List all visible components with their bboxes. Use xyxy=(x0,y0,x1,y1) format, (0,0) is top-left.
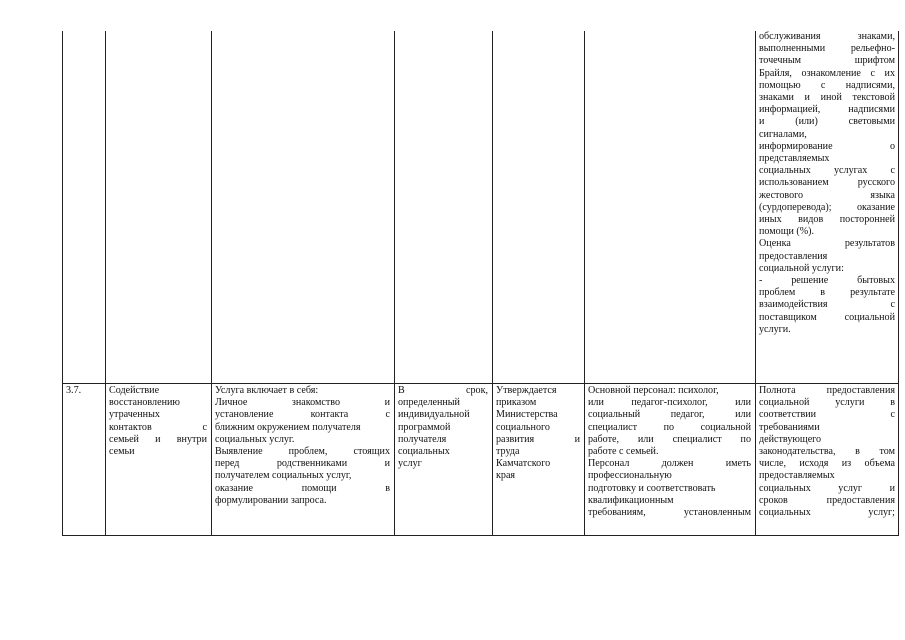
text-line: действующего xyxy=(759,433,822,445)
text-line: квалификационным xyxy=(588,494,674,506)
text-line: определенный xyxy=(398,397,460,409)
text-line: социальных xyxy=(398,446,450,458)
text-line: (сурдоперевода); оказание xyxy=(759,201,895,213)
text-line: жестового языка xyxy=(759,189,895,201)
text-line: помощью с надписями, xyxy=(759,79,895,91)
text-line: социальных услуг и xyxy=(759,482,895,494)
text-line: взаимодействия с xyxy=(759,299,895,311)
text-line: социальный педагог, или xyxy=(588,409,751,421)
text-line: восстановлению xyxy=(109,397,180,409)
text-line: числе, исходя из объема xyxy=(759,458,895,470)
text-line: информирование о xyxy=(759,140,895,152)
text-line: развития и xyxy=(496,433,580,445)
text-line: использованием русского xyxy=(759,177,895,189)
text-line: Министерства xyxy=(496,409,558,421)
text-line: социальной услуги в xyxy=(759,397,895,409)
column-divider xyxy=(584,31,585,383)
text-line: перед родственниками и xyxy=(215,458,390,470)
text-line: Оценка результатов xyxy=(759,238,895,250)
text-line: Содействие xyxy=(109,385,160,396)
text-line: проблем в результате xyxy=(759,287,895,299)
text-line: информацией, надписями xyxy=(759,104,895,116)
text-line: получателем социальных услуг, xyxy=(215,470,352,482)
service-name-cell xyxy=(105,383,211,535)
text-line: социальных услуг. xyxy=(215,433,295,445)
text-line: Персонал должен иметь xyxy=(588,458,751,470)
text-line: работе с семьей. xyxy=(588,446,659,458)
text-line: Личное знакомство и xyxy=(215,397,390,409)
text-line: приказом xyxy=(496,397,537,409)
text-line: Утверждается xyxy=(496,385,557,396)
text-line: Брайля, ознакомление с их xyxy=(759,67,895,79)
service-term-cell xyxy=(394,383,492,535)
text-line: предоставления xyxy=(759,250,828,262)
text-line: или педагог-психолог, или xyxy=(588,397,751,409)
service-description-cell xyxy=(211,383,394,535)
number-cell xyxy=(62,383,105,535)
text-line: поставщиком социальной xyxy=(759,311,895,323)
quality-criteria-text xyxy=(759,31,895,336)
text-line: услуги. xyxy=(759,323,791,335)
text-line: семьей и внутри xyxy=(109,433,207,445)
table-row xyxy=(62,31,899,383)
text-line: ближним окружением получателя xyxy=(215,421,361,433)
conditions-cell xyxy=(584,383,755,535)
text-line: семьи xyxy=(109,446,135,458)
quality-criteria-cell xyxy=(755,29,899,383)
text-line: представляемых xyxy=(759,153,830,165)
text-line: Полнота предоставления xyxy=(759,385,895,396)
row-number: 3.7. xyxy=(66,385,82,396)
text-line: В срок, xyxy=(398,385,488,396)
text-line: края xyxy=(496,470,516,482)
text-line: подготовку и соответствовать xyxy=(588,482,716,494)
text-line: Выявление проблем, стоящих xyxy=(215,446,390,458)
text-line: точечным шрифтом xyxy=(759,55,895,67)
text-line: социальных услугах с xyxy=(759,165,895,177)
quality-criteria-cell xyxy=(755,383,899,535)
text-line: Камчатского xyxy=(496,458,551,470)
text-line: сигналами, xyxy=(759,128,807,140)
text-line: помощи (%). xyxy=(759,226,815,238)
table-row xyxy=(62,383,899,535)
column-divider xyxy=(62,31,63,383)
text-line: получателя xyxy=(398,433,447,445)
text-line: соответствии с xyxy=(759,409,895,421)
text-line: утраченных xyxy=(109,409,160,421)
column-divider xyxy=(394,31,395,383)
text-line: услуг xyxy=(398,458,422,470)
text-line: Услуга включает в себя: xyxy=(215,385,319,396)
text-line: сроков предоставления xyxy=(759,494,895,506)
text-line: обслуживания знаками, xyxy=(759,31,895,42)
text-line: социальной услуги: xyxy=(759,262,844,274)
text-line: профессиональную xyxy=(588,470,672,482)
text-line: установление контакта с xyxy=(215,409,390,421)
text-line: специалист по социальной xyxy=(588,421,751,433)
text-line: - решение бытовых xyxy=(759,275,895,287)
text-line: оказание помощи в xyxy=(215,482,390,494)
text-line: иных видов посторонней xyxy=(759,214,895,226)
column-divider xyxy=(492,31,493,383)
standard-cell xyxy=(492,383,584,535)
text-line: Основной персонал: психолог, xyxy=(588,385,719,396)
row-divider xyxy=(62,535,899,536)
column-divider xyxy=(211,31,212,383)
text-line: труда xyxy=(496,446,520,458)
text-line: индивидуальной xyxy=(398,409,470,421)
text-line: законодательства, в том xyxy=(759,446,895,458)
text-line: и (или) световыми xyxy=(759,116,895,128)
text-line: формулировании запроса. xyxy=(215,494,327,506)
text-line: выполненными рельефно- xyxy=(759,43,895,55)
text-line: работе, или специалист по xyxy=(588,433,751,445)
text-line: знаками и иной текстовой xyxy=(759,92,895,104)
text-line: социальных услуг; xyxy=(759,507,895,519)
text-line: программой xyxy=(398,421,451,433)
text-line: требованиями xyxy=(759,421,820,433)
column-divider xyxy=(105,31,106,383)
text-line: социального xyxy=(496,421,550,433)
text-line: контактов с xyxy=(109,421,207,433)
text-line: требованиям, установленным xyxy=(588,507,751,519)
text-line: предоставляемых xyxy=(759,470,835,482)
